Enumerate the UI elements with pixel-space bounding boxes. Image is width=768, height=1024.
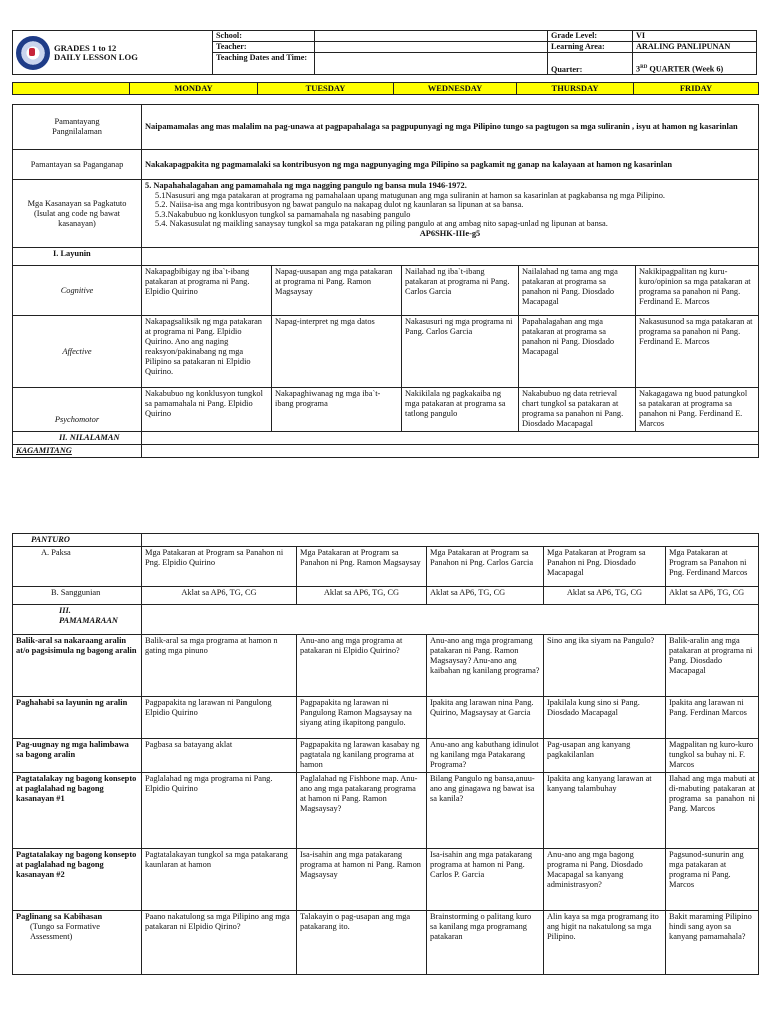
cognitive-thursday: Nailalahad ng tama ang mga patakaran at programa sa panahon ni Pang. Diosdado Macapagal (519, 266, 636, 316)
psychomotor-monday: Nakabubuo ng konklusyon tungkol sa pamamahala ni Pang. Elpidio Quirino (142, 388, 272, 432)
table-cell: Bilang Pangulo ng bansa,anuu-ano ang ginagawa ng bawat isa sa kanila? (427, 773, 544, 849)
paglinang-sublabel: (Tungo sa Formative Assessment) (30, 922, 100, 941)
table-row (13, 849, 759, 911)
competency-item: 5.3.Nakabubuo ng konklusyon tungkol sa pamamahala ng nasabing pangulo (155, 209, 411, 219)
top-section (12, 104, 758, 458)
paksa-thursday: Mga Patakaran at Program sa Panahon ni Png. Diosdado Macapagal (544, 547, 666, 587)
table-cell: Balik-aralin ang mga patakaran at programa ni Pang. Diosdado Macapagal (666, 635, 759, 697)
grade-value: VI (633, 31, 757, 42)
quarter-value (633, 53, 757, 75)
school-field[interactable] (315, 31, 548, 42)
affective-friday: Nakasusunod sa mga patakaran at programa sa panahon ni Pang. Ferdinand E. Marcos (636, 316, 759, 388)
sanggunian-thursday: Aklat sa AP6, TG, CG (544, 587, 666, 605)
sanggunian-wednesday: Aklat sa AP6, TG, CG (427, 587, 544, 605)
nilalaman-blank (142, 432, 759, 445)
bottom-section (12, 533, 758, 975)
table-cell: Paglalahad ng mga programa ni Pang. Elpidio Quirino (142, 773, 297, 849)
table-row (13, 773, 759, 849)
table-row (13, 635, 759, 697)
day-friday: FRIDAY (634, 83, 759, 95)
row-label-pagtatalakay-2: Pagtatalakay ng bagong konsepto at paglalahad ng bagong kasanayan #2 (13, 849, 142, 911)
competency-item: 5.4. Nakasusulat ng maikling sanaysay tungkol sa mga patakaran ng piling pangulo at ang ambag nito sapag-unlad ng lipunan at bansa. (155, 219, 608, 228)
table-cell: Ipakilala kung sino si Pang. Diosdado Macapagal (544, 697, 666, 739)
sanggunian-friday: Aklat sa AP6, TG, CG (666, 587, 759, 605)
table-row (13, 739, 759, 773)
kagamitang-label: KAGAMITANG (13, 445, 142, 458)
paksa-friday: Mga Patakaran at Program sa Panahon ni Png. Ferdinand Marcos (666, 547, 759, 587)
cognitive-friday: Nakikipagpalitan ng kuru-kuro/opinion sa mga patakaran at programa sa panahon ni Pang. Ferdinand E. Marcos (636, 266, 759, 316)
days-bar-blank (13, 83, 130, 95)
content-standard-label: Pamantayang Pangnilalaman (13, 105, 142, 150)
competency-item: 5.1Nasusuri ang mga patakaran at programa ng pamahalaan upang matugunan ang mga suliranin at hamon sa kasarinlan at pagkabansa ng mga Pilipino. (155, 190, 666, 200)
table-row (13, 911, 759, 975)
row-label-pag-uugnay: Pag-uugnay ng mga halimbawa sa bagong aralin (13, 739, 142, 773)
dates-label: Teaching Dates and Time: (213, 53, 315, 75)
affective-label: Affective (13, 316, 142, 388)
sanggunian-tuesday: Aklat sa AP6, TG, CG (297, 587, 427, 605)
cognitive-label: Cognitive (13, 266, 142, 316)
table-cell: Ipakita ang larawan ni Pang. Ferdinan Marcos (666, 697, 759, 739)
table-cell: Talakayin o pag-usapan ang mga patakarang ito. (297, 911, 427, 975)
paglinang-label: Paglinang sa Kabihasan (16, 912, 103, 921)
panturo-label: PANTURO (13, 534, 142, 547)
quarter-number: 3 (636, 65, 641, 74)
paksa-label: A. Paksa (13, 547, 142, 587)
table-cell: Brainstorming o palitang kuro sa kanilang mga programang patakaran (427, 911, 544, 975)
top-table (12, 104, 759, 458)
bottom-table (12, 533, 759, 975)
paksa-monday: Mga Patakaran at Program sa Panahon ni Png. Elpidio Quirino (142, 547, 297, 587)
logo-subtitle: DAILY LESSON LOG (54, 51, 138, 62)
layunin-blank (142, 248, 759, 266)
competency-heading: 5. Napahahalagahan ang pamamahala ng mga nagging pangulo ng bansa mula 1946-1972. (145, 181, 467, 190)
table-cell: Pag-usapan ang kanyang pagkakilanlan (544, 739, 666, 773)
area-value: ARALING PANLIPUNAN (633, 42, 757, 53)
cognitive-monday: Nakapagbibigay ng iba`t-ibang patakaran at programa ni Pang. Elpidio Quirino (142, 266, 272, 316)
content-standard-text: Naipamamalas ang mas malalim na pag-unawa at pagpapahalaga sa pagpupunyagi ng mga Pilipino tungo sa pagtugon sa mga suliranin , isyu at hamon ng kasarinlan (142, 105, 759, 150)
days-bar (12, 82, 758, 95)
table-cell: Pagtatalakayan tungkol sa mga patakarang kaunlaran at hamon (142, 849, 297, 911)
area-label: Learning Area: (548, 42, 633, 53)
quarter-suffix: RD (640, 65, 648, 71)
table-cell: Pagpapakita ng larawan ni Pangulong Ramon Magsaysay na siyang ating ikapitong pangulo. (297, 697, 427, 739)
lesson-log-header (12, 30, 756, 75)
table-cell: Anu-ano ang kabuthang idinulot ng kanilang mga Patakarang Programa? (427, 739, 544, 773)
table-cell: Anu-ano ang mga programa at patakaran ni Elpidio Quirino? (297, 635, 427, 697)
dates-field[interactable] (315, 53, 548, 75)
psychomotor-label: Psychomotor (13, 388, 142, 432)
quarter-text: QUARTER (Week 6) (649, 65, 724, 74)
nilalaman-label: II. NILALAMAN (13, 432, 142, 445)
performance-standard-label: Pamantayan sa Paganganap (13, 150, 142, 180)
affective-thursday: Papahalagahan ang mga patakaran at programa sa panahon ni Pang. Diosdado Macapagal (519, 316, 636, 388)
teacher-label: Teacher: (213, 42, 315, 53)
row-label-paghahabi: Paghahabi sa layunin ng aralin (13, 697, 142, 739)
row-label-paglinang (13, 911, 142, 975)
paksa-tuesday: Mga Patakaran at Program sa Panahon ni Png. Ramon Magsaysay (297, 547, 427, 587)
table-cell: Anu-ano ang mga programang patakaran ni Pang. Ramon Magsaysay? Anu-ano ang kaibahan ng kanilang programa? (427, 635, 544, 697)
table-cell: Sino ang ika siyam na Pangulo? (544, 635, 666, 697)
table-cell: Pagbasa sa batayang aklat (142, 739, 297, 773)
table-cell: Alin kaya sa mga programang ito ang higit na nakatulong sa mga Pilipino. (544, 911, 666, 975)
table-cell: Magpalitan ng kuro-kuro tungkol sa buhay ni. F. Marcos (666, 739, 759, 773)
competency-item: 5.2. Naiisa-isa ang mga kontribusyon ng bawat pangulo na nakapag dulot ng kaunlaran sa lipunan at sa bansa. (155, 200, 524, 209)
table-cell: Ipakita ang kanyang larawan at kanyang talambuhay (544, 773, 666, 849)
logo-title: GRADES 1 to 12 (54, 42, 117, 53)
psychomotor-friday: Nakagagawa ng buod patungkol sa patakaran at programa sa panahon ni Pang. Ferdinand E. Marcos (636, 388, 759, 432)
pamamaraan-label: III. PAMAMARAAN (13, 605, 142, 635)
kagamitang-blank (142, 445, 759, 458)
competency-code: AP6SHK-IIIe-g5 (419, 228, 481, 238)
table-cell: Ipakita ang larawan nina Pang. Quirino, Magsaysay at Garcia (427, 697, 544, 739)
psychomotor-thursday: Nakabubuo ng data retrieval chart tungkol sa patakaran at programa sa panahon ni Pang. Diosdado Macapagal (519, 388, 636, 432)
panturo-blank (142, 534, 759, 547)
day-thursday: THURSDAY (517, 83, 634, 95)
table-cell: Balik-aral sa mga programa at hamon n gating mga pinuno (142, 635, 297, 697)
competencies-label: Mga Kasanayan sa Pagkatuto (Isulat ang code ng bawat kasanayan) (13, 180, 142, 248)
table-cell: Bakit maraming Pilipino hindi sang ayon sa kanyang pamamahala? (666, 911, 759, 975)
table-cell: Pagpapakita ng larawan ni Pangulong Elpidio Quirino (142, 697, 297, 739)
row-label-balik-aral: Balik-aral sa nakaraang aralin at/o pagsisimula ng bagong aralin (13, 635, 142, 697)
sanggunian-label: B. Sanggunian (13, 587, 142, 605)
school-label: School: (213, 31, 315, 42)
day-wednesday: WEDNESDAY (394, 83, 517, 95)
performance-standard-text: Nakakapagpakita ng pagmamalaki sa kontribusyon ng mga nagpunyaging mga Pilipino sa pagkamit ng ganap na kalayaan at hamon ng kasarinlan (142, 150, 759, 180)
table-row (13, 697, 759, 739)
pamamaraan-blank (142, 605, 759, 635)
quarter-label: Quarter: (548, 53, 633, 75)
table-cell: Paano nakatulong sa mga Pilipino ang mga patakaran ni Elpidio Qirino? (142, 911, 297, 975)
psychomotor-tuesday: Nakapaghiwanag ng mga iba`t-ibang programa (272, 388, 402, 432)
affective-monday: Nakapagsaliksik ng mga patakaran at programa ni Pang. Elpidio Quirino. Ano ang naging reaksyon/pakinabang ng mga Pilipino sa patakaran ni Elpidio Quirino. (142, 316, 272, 388)
cognitive-tuesday: Napag-uusapan ang mga patakaran at programa ni Pang. Ramon Magsaysay (272, 266, 402, 316)
grade-label: Grade Level: (548, 31, 633, 42)
table-cell: Isa-isahin ang mga patakarang programa at hamon ni Pang. Carlos P. Garcia (427, 849, 544, 911)
logo-block (13, 31, 213, 75)
teacher-field[interactable] (315, 42, 548, 53)
deped-seal-icon (16, 36, 50, 70)
psychomotor-wednesday: Nakikilala ng pagkakaiba ng mga patakaran at programa sa tatlong pangulo (402, 388, 519, 432)
competencies-cell (142, 180, 759, 248)
affective-wednesday: Nakasusuri ng mga programa ni Pang. Carlos Garcia (402, 316, 519, 388)
affective-tuesday: Napag-interpret ng mga datos (272, 316, 402, 388)
table-cell: Ilahad ang mga mabuti at di-mabuting patakaran at programa sa panahon ni Pang. Marcos (666, 773, 759, 849)
day-monday: MONDAY (130, 83, 258, 95)
table-cell: Pagpapakita ng larawan kasabay ng pagtatala ng kanilang programa at hamon (297, 739, 427, 773)
layunin-label: I. Layunin (13, 248, 142, 266)
paksa-wednesday: Mga Patakaran at Program sa Panahon ni Png. Carlos Garcia (427, 547, 544, 587)
table-cell: Pagsunod-sunurin ang mga patakaran at programa ni Pang. Marcos (666, 849, 759, 911)
table-cell: Paglalahad ng Fishbone map. Anu-ano ang mga patakarang programa at hamon ni Pang. Ramon Magsaysay? (297, 773, 427, 849)
table-cell: Anu-ano ang mga bagong programa ni Pang. Diosdado Macapagal sa kanyang administrasyon? (544, 849, 666, 911)
day-tuesday: TUESDAY (258, 83, 394, 95)
cognitive-wednesday: Nailahad ng iba`t-ibang patakaran at programa ni Pang. Carlos Garcia (402, 266, 519, 316)
row-label-pagtatalakay-1: Pagtatalakay ng bagong konsepto at paglalahad ng bagong kasanayan #1 (13, 773, 142, 849)
table-cell: Isa-isahin ang mga patakarang programa at hamon ni Pang. Ramon Magsaysay (297, 849, 427, 911)
sanggunian-monday: Aklat sa AP6, TG, CG (142, 587, 297, 605)
